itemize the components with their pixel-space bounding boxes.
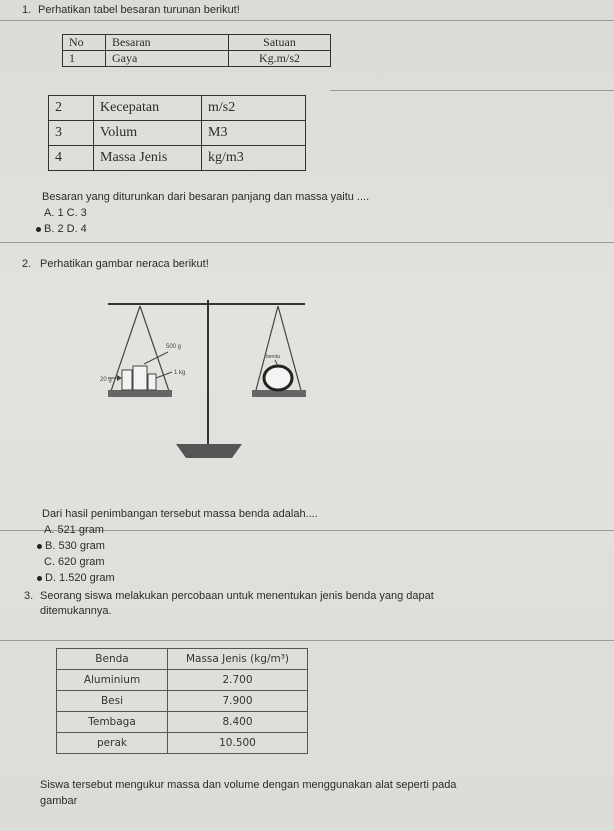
q1-number: 1.	[22, 4, 32, 16]
q1-question: Besaran yang diturunkan dari besaran panjang dan massa yaitu ....	[42, 191, 370, 203]
table-cell: Besi	[57, 691, 168, 712]
q3-footer-line1: Siswa tersebut mengukur massa dan volume dengan menggunakan alat seperti pada	[40, 779, 457, 791]
ruled-line	[0, 20, 614, 21]
ruled-line	[330, 90, 614, 91]
table-cell: m/s2	[202, 96, 306, 121]
table-header-row	[63, 35, 331, 51]
q1-table-b	[48, 95, 306, 171]
option-label: B. 530 gram	[45, 540, 105, 552]
table-cell: 1	[63, 51, 106, 67]
table-cell: 8.400	[168, 712, 308, 733]
table-cell: 4	[49, 146, 94, 171]
q3-footer-line2: gambar	[40, 795, 78, 807]
object-label: benda	[266, 354, 280, 360]
answer-mark-icon	[37, 576, 42, 581]
object-on-pan	[264, 366, 292, 390]
label-arrow-head	[117, 375, 122, 381]
q1-option-row: A. 1 C. 3	[44, 207, 87, 219]
table-cell: Gaya	[106, 51, 229, 67]
table-row	[63, 51, 331, 67]
option-label: B. 2 D. 4	[44, 223, 87, 235]
table-cell: Volum	[94, 121, 202, 146]
q2-option-row: A. 521 gram	[44, 524, 104, 536]
table-row	[57, 691, 308, 712]
balance-scale-figure	[100, 294, 320, 470]
ruled-line	[0, 242, 614, 243]
table-row	[49, 121, 306, 146]
q1-table-a	[62, 34, 331, 67]
table-cell: 10.500	[168, 733, 308, 754]
table-header-cell: Massa Jenis (kg/m³)	[168, 649, 308, 670]
table-cell: Kecepatan	[94, 96, 202, 121]
q2-number: 2.	[22, 258, 32, 270]
table-cell: M3	[202, 121, 306, 146]
q2-option-row	[37, 540, 105, 553]
weight-block	[148, 374, 156, 390]
table-cell: Aluminium	[57, 670, 168, 691]
table-cell: 7.900	[168, 691, 308, 712]
table-header-cell: Besaran	[106, 35, 229, 51]
table-cell: perak	[57, 733, 168, 754]
table-row	[49, 146, 306, 171]
table-header-cell: No	[63, 35, 106, 51]
option-label: D. 1.520 gram	[45, 572, 115, 584]
q3-number: 3.	[24, 590, 34, 602]
table-row	[49, 96, 306, 121]
left-pan	[108, 390, 172, 397]
q2-option-row	[37, 572, 115, 585]
q3-prompt-line1: Seorang siswa melakukan percobaan untuk menentukan jenis benda yang dapat	[40, 590, 434, 602]
table-cell: 2	[49, 96, 94, 121]
weight-label-500g: 500 g	[166, 344, 182, 350]
table-cell: 2.700	[168, 670, 308, 691]
table-header-row	[57, 649, 308, 670]
answer-mark-icon	[36, 227, 41, 232]
q3-density-table	[56, 648, 308, 754]
weight-label-20g: 20 g	[100, 377, 112, 383]
table-cell: 3	[49, 121, 94, 146]
table-row	[57, 712, 308, 733]
weight-block	[122, 370, 132, 390]
table-cell: kg/m3	[202, 146, 306, 171]
table-row	[57, 670, 308, 691]
q3-prompt-line2: ditemukannya.	[40, 605, 112, 617]
ruled-line	[0, 640, 614, 641]
answer-mark-icon	[37, 544, 42, 549]
table-cell: Kg.m/s2	[229, 51, 331, 67]
table-cell: Massa Jenis	[94, 146, 202, 171]
q1-prompt: Perhatikan tabel besaran turunan berikut!	[38, 4, 240, 16]
q2-question: Dari hasil penimbangan tersebut massa benda adalah....	[42, 508, 318, 520]
weight-block	[133, 366, 147, 390]
q1-option-row	[36, 223, 87, 236]
table-cell: Tembaga	[57, 712, 168, 733]
table-header-cell: Benda	[57, 649, 168, 670]
q2-prompt: Perhatikan gambar neraca berikut!	[40, 258, 209, 270]
q2-option-row: C. 620 gram	[44, 556, 105, 568]
weight-label-1kg: 1 kg	[174, 370, 186, 376]
table-header-cell: Satuan	[229, 35, 331, 51]
balance-base	[176, 444, 242, 458]
table-row	[57, 733, 308, 754]
